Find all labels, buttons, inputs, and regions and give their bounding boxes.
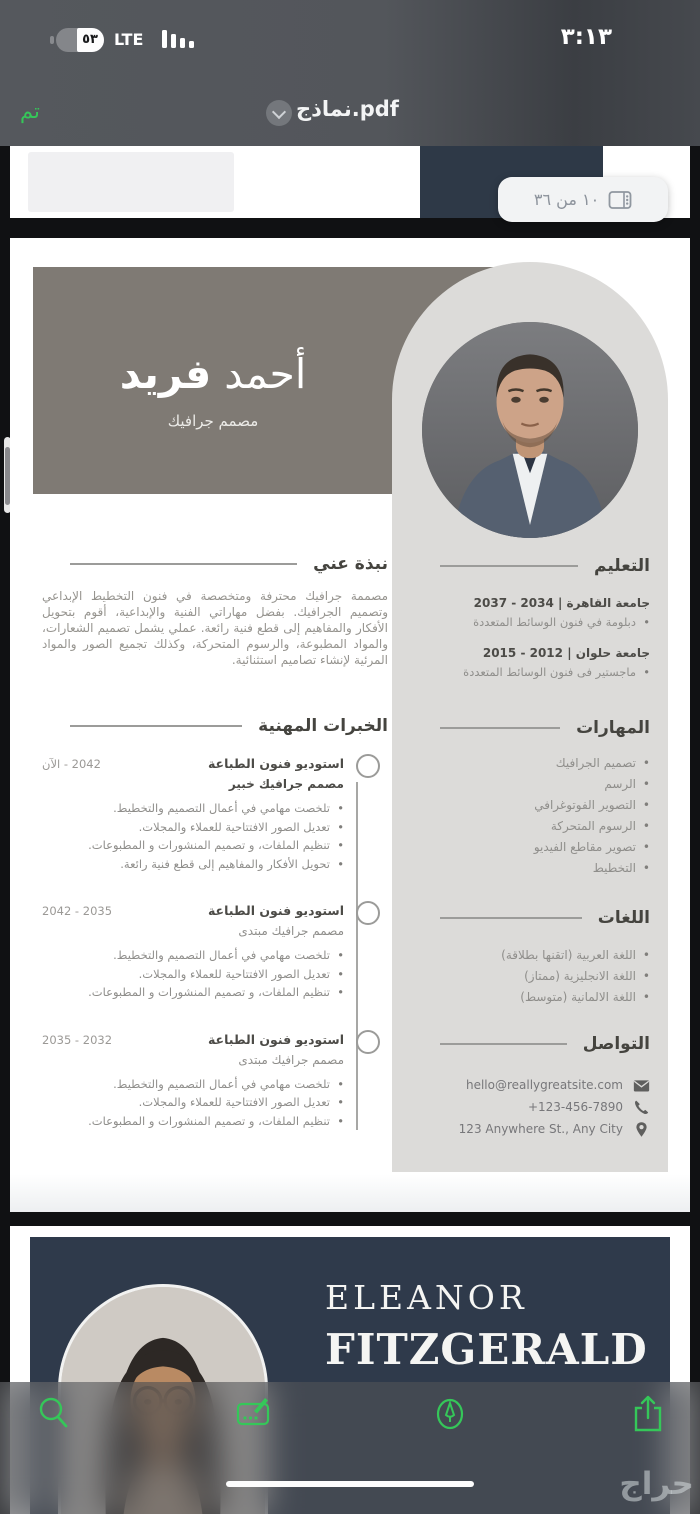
education-school-period: جامعة حلوان | 2012 - 2015 xyxy=(482,646,650,660)
heading-rule xyxy=(70,563,297,565)
job-period: 2035 - 2042 xyxy=(42,904,113,918)
education-school-period: جامعة القاهرة | 2034 - 2037 xyxy=(473,596,650,610)
page-indicator[interactable] xyxy=(498,177,668,222)
experience-job xyxy=(42,1032,388,1131)
job-period: 2042 - الآن xyxy=(42,757,101,771)
page-indicator-text: ١٠ من ٣٦ xyxy=(533,190,600,209)
location-icon xyxy=(633,1121,650,1138)
skill-item: • تصميم الجرافيك xyxy=(412,753,650,774)
pen-icon[interactable] xyxy=(432,1394,468,1434)
job-bullet: • تحويل الأفكار والمفاهيم إلى قطع فنية رائعة. xyxy=(42,855,344,874)
timeline-dot xyxy=(356,1030,380,1054)
skills-section xyxy=(412,718,650,879)
job-role: مصمم جرافيك مبتدى xyxy=(238,1052,344,1067)
contact-phone-row xyxy=(412,1096,650,1118)
languages-section xyxy=(412,908,650,1008)
bottom-toolbar xyxy=(0,1382,700,1514)
resume-name xyxy=(33,350,393,398)
network-type-label: LTE xyxy=(114,30,144,49)
markup-icon[interactable] xyxy=(236,1394,272,1434)
education-item xyxy=(412,646,650,681)
contact-address: 123 Anywhere St., Any City xyxy=(458,1122,623,1136)
email-icon xyxy=(633,1077,650,1094)
education-section xyxy=(412,556,650,681)
signal-strength-icon xyxy=(162,30,202,48)
education-item xyxy=(412,596,650,631)
experience-job xyxy=(42,756,388,873)
contact-section xyxy=(412,1034,650,1140)
job-bullet: • تعديل الصور الافتتاحية للعملاء والمجلات. xyxy=(42,818,344,837)
job-company: استوديو فنون الطباعة xyxy=(207,903,344,918)
job-company: استوديو فنون الطباعة xyxy=(207,756,344,771)
pdf-scroll-area[interactable] xyxy=(0,146,700,1514)
heading-rule xyxy=(440,1043,567,1045)
heading-rule xyxy=(440,565,578,567)
skill-item: • الرسوم المتحركة xyxy=(412,816,650,837)
job-bullet: • تلخصت مهامي في أعمال التصميم والتخطيط. xyxy=(42,946,344,965)
phone-icon xyxy=(633,1099,650,1116)
job-bullet: • تنظيم الملفات، و تصميم المنشورات و المطبوعات. xyxy=(42,1112,344,1131)
languages-heading: اللغات xyxy=(597,908,650,928)
next-page-name-block xyxy=(325,1278,648,1374)
resume-name-block xyxy=(33,350,393,430)
experience-heading: الخبرات المهنية xyxy=(258,716,388,736)
heading-rule xyxy=(440,917,582,919)
job-role: مصمم جرافيك خبير xyxy=(228,777,344,791)
job-period: 2032 - 2035 xyxy=(42,1032,113,1047)
about-section xyxy=(42,554,388,668)
battery-percent: ٥٣ xyxy=(82,32,98,47)
heading-rule xyxy=(440,727,560,729)
battery-cap xyxy=(50,36,54,44)
contact-phone: +123-456-7890 xyxy=(527,1100,623,1114)
skill-item: • الرسم xyxy=(412,774,650,795)
education-heading: التعليم xyxy=(594,556,650,576)
resume-first-name: أحمد xyxy=(224,350,307,398)
job-bullet: • تنظيم الملفات، و تصميم المنشورات و المطبوعات. xyxy=(42,983,344,1002)
job-bullet: • تنظيم الملفات، و تصميم المنشورات و المطبوعات. xyxy=(42,836,344,855)
about-text: مصممة جرافيك محترفة ومتخصصة في فنون التخطيط الإبداعي وتصميم الجرافيك. بفضل مهاراتي الفنية والإبداعية، أقوم بتحويل الأفكار والمفاهيم إلى قطع فنية رائعة. عملي يشمل تصميم الشعارات، والمواد المطبوعة، والرسوم المتحركة، وكذلك تجميع الصور والمواد المرئية لإنشاء تصاميم استثنائية. xyxy=(42,589,388,667)
language-item: • اللغة العربية (اتقنها بطلاقة) xyxy=(412,945,650,966)
document-title: نماذج.pdf xyxy=(296,97,399,121)
skill-item: • تصوير مقاطع الفيديو xyxy=(412,837,650,858)
search-icon[interactable] xyxy=(36,1394,72,1434)
battery-icon xyxy=(56,28,104,52)
job-bullet: • تلخصت مهامي في أعمال التصميم والتخطيط. xyxy=(42,1075,344,1094)
about-heading: نبذة عني xyxy=(313,554,388,574)
top-bar xyxy=(0,0,700,146)
contact-email-row xyxy=(412,1074,650,1096)
next-page-last-name: FITZGERALD xyxy=(325,1325,648,1374)
status-time: ٣:١٣ xyxy=(560,24,612,50)
contact-email: hello@reallygreatsite.com xyxy=(465,1078,623,1092)
education-degree: • ماجستير فى فنون الوسائط المتعددة xyxy=(412,663,650,681)
language-item: • اللغة الانجليزية (ممتاز) xyxy=(412,966,650,987)
experience-section xyxy=(42,716,388,1130)
done-button[interactable]: تم xyxy=(20,99,40,123)
skills-heading: المهارات xyxy=(576,718,650,738)
timeline-dot xyxy=(356,754,380,778)
previous-page-gray-block xyxy=(28,152,234,212)
education-degree: • دبلومة في فنون الوسائط المتعددة xyxy=(412,613,650,631)
share-icon[interactable] xyxy=(630,1394,666,1434)
contact-address-row xyxy=(412,1118,650,1140)
skill-item: • التخطيط xyxy=(412,858,650,879)
next-page-first-name: ELEANOR xyxy=(325,1278,528,1317)
job-role: مصمم جرافيك مبتدى xyxy=(238,924,344,938)
resume-page[interactable] xyxy=(10,238,690,1212)
job-company: استوديو فنون الطباعة xyxy=(207,1031,344,1047)
resume-last-name: فريد xyxy=(119,350,212,398)
job-bullet: • تعديل الصور الافتتاحية للعملاء والمجلات. xyxy=(42,1093,344,1112)
experience-job xyxy=(42,903,388,1002)
timeline-dot xyxy=(356,901,380,925)
profile-photo xyxy=(422,322,638,538)
chevron-down-icon[interactable] xyxy=(266,100,292,126)
skill-item: • التصوير الفوتوغرافي xyxy=(412,795,650,816)
home-indicator[interactable] xyxy=(226,1481,474,1487)
resume-job-title: مصمم جرافيك xyxy=(167,412,259,430)
contact-heading: التواصل xyxy=(582,1034,650,1054)
heading-rule xyxy=(70,725,242,727)
job-bullet: • تعديل الصور الافتتاحية للعملاء والمجلات. xyxy=(42,965,344,984)
watermark: حراج xyxy=(619,1466,694,1502)
thumbnails-icon xyxy=(608,190,632,210)
language-item: • اللغة الالمانية (متوسط) xyxy=(412,987,650,1008)
page-bottom-margin xyxy=(10,1174,690,1212)
job-bullet: • تلخصت مهامي في أعمال التصميم والتخطيط. xyxy=(42,799,344,818)
